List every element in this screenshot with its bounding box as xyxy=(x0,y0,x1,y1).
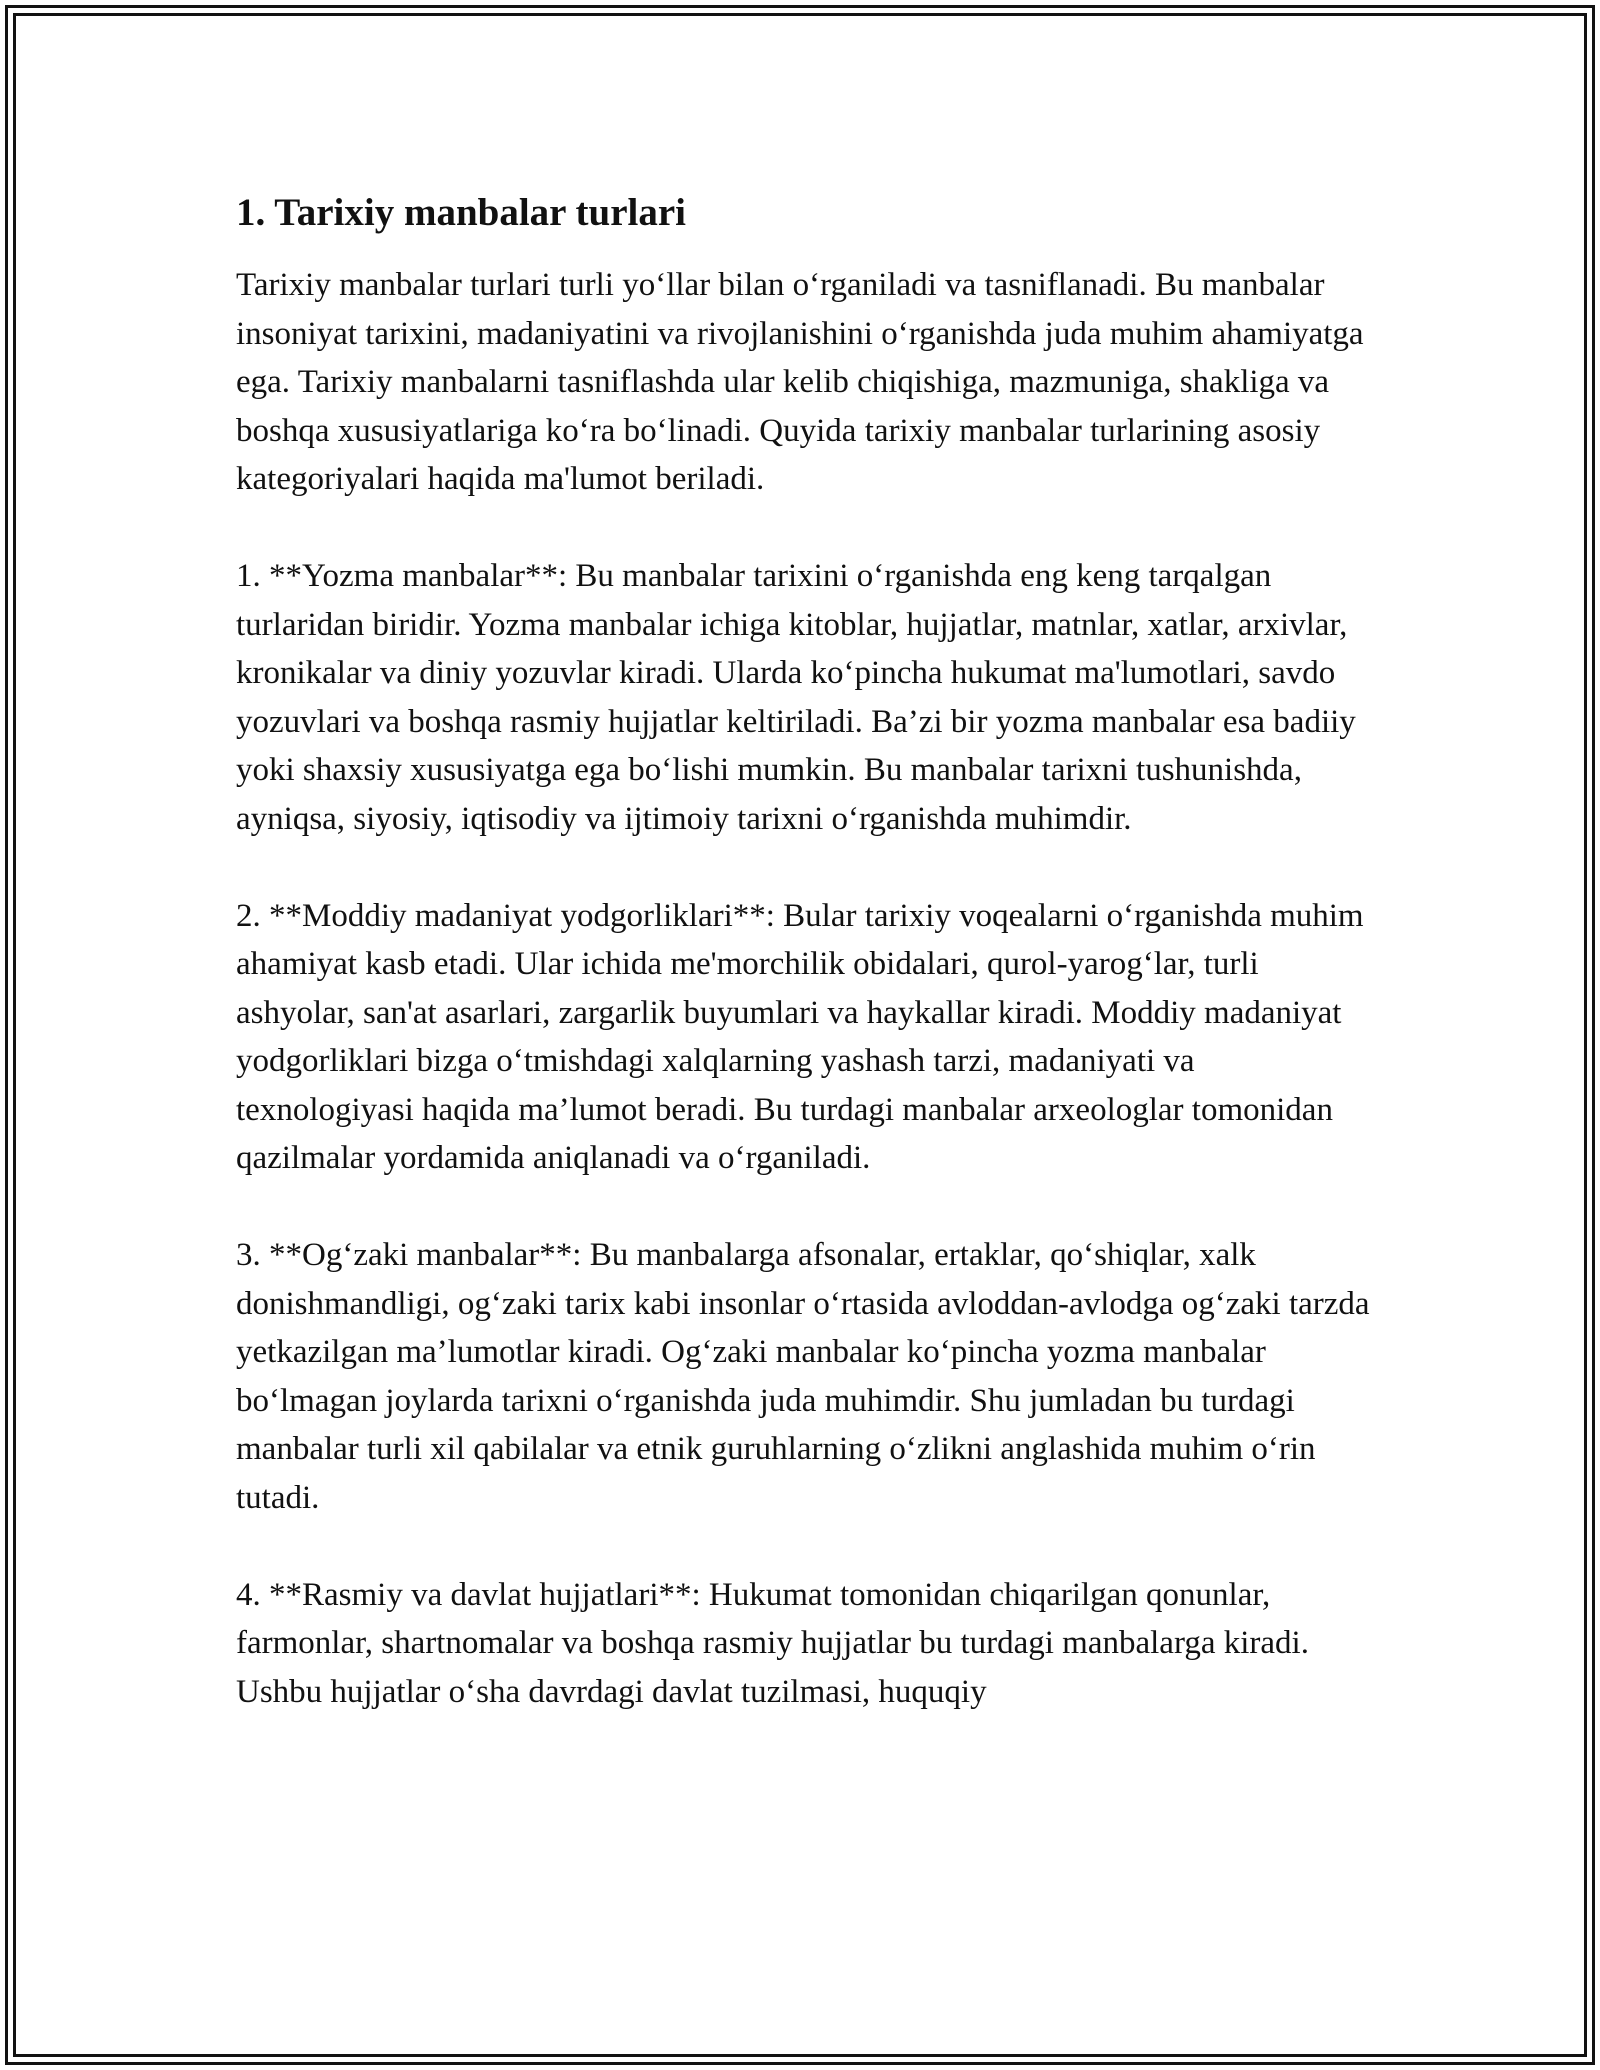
section-heading: 1. Tarixiy manbalar turlari xyxy=(236,191,686,234)
paragraph-written-sources: 1. **Yozma manbalar**: Bu manbalar tarixini o‘rganishda eng keng tarqalgan turlaridan biridir. Yozma manbalar ichiga kitoblar, hujjatlar, matnlar, xatlar, arxivlar, kronikalar va diniy yozuvlar kiradi. Ularda ko‘pincha hukumat ma'lumotlari, savdo yozuvlari va boshqa rasmiy hujjatlar keltiriladi. Ba’zi bir yozma manbalar esa badiiy yoki shaxsiy xususiyatga ega bo‘lishi mumkin. Bu manbalar tarixni tushunishda, ayniqsa, siyosiy, iqtisodiy va ijtimoiy tarixni o‘rganishda muhimdir. xyxy=(236,558,1356,837)
intro-paragraph: Tarixiy manbalar turlari turli yo‘llar bilan o‘rganiladi va tasniflanadi. Bu manbalar insoniyat tarixini, madaniyatini va rivojlanishini o‘rganishda juda muhim ahamiyatga ega. Tarixiy manbalarni tasniflashda ular kelib chiqishiga, mazmuniga, shakliga va boshqa xususiyatlariga ko‘ra bo‘linadi. Quyida tarixiy manbalar turlarining asosiy kategoriyalari haqida ma'lumot beriladi. xyxy=(236,267,1364,497)
paragraph-oral-sources: 3. **Og‘zaki manbalar**: Bu manbalarga afsonalar, ertaklar, qo‘shiqlar, xalk donishmandligi, og‘zaki tarix kabi insonlar o‘rtasida avloddan-avlodga og‘zaki tarzda yetkazilgan ma’lumotlar kiradi. Og‘zaki manbalar ko‘pincha yozma manbalar bo‘lmagan joylarda tarixni o‘rganishda juda muhimdir. Shu jumladan bu turdagi manbalar turli xil qabilalar va etnik guruhlarning o‘zlikni anglashida muhim o‘rin tutadi. xyxy=(236,1237,1370,1516)
document-body xyxy=(236,185,1376,1765)
paragraph-material-culture: 2. **Moddiy madaniyat yodgorliklari**: Bular tarixiy voqealarni o‘rganishda muhim ahamiyat kasb etadi. Ular ichida me'morchilik obidalari, qurol-yarog‘lar, turli ashyolar, san'at asarlari, zargarlik buyumlari va haykallar kiradi. Moddiy madaniyat yodgorliklari bizga o‘tmishdagi xalqlarning yashash tarzi, madaniyati va texnologiyasi haqida ma’lumot beradi. Bu turdagi manbalar arxeologlar tomonidan qazilmalar yordamida aniqlanadi va o‘rganiladi. xyxy=(236,897,1364,1176)
paragraph-official-documents: 4. **Rasmiy va davlat hujjatlari**: Hukumat tomonidan chiqarilgan qonunlar, farmonlar, shartnomalar va boshqa rasmiy hujjatlar bu turdagi manbalarga kiradi. Ushbu hujjatlar o‘sha davrdagi davlat tuzilmasi, huquqiy xyxy=(236,1576,1309,1710)
